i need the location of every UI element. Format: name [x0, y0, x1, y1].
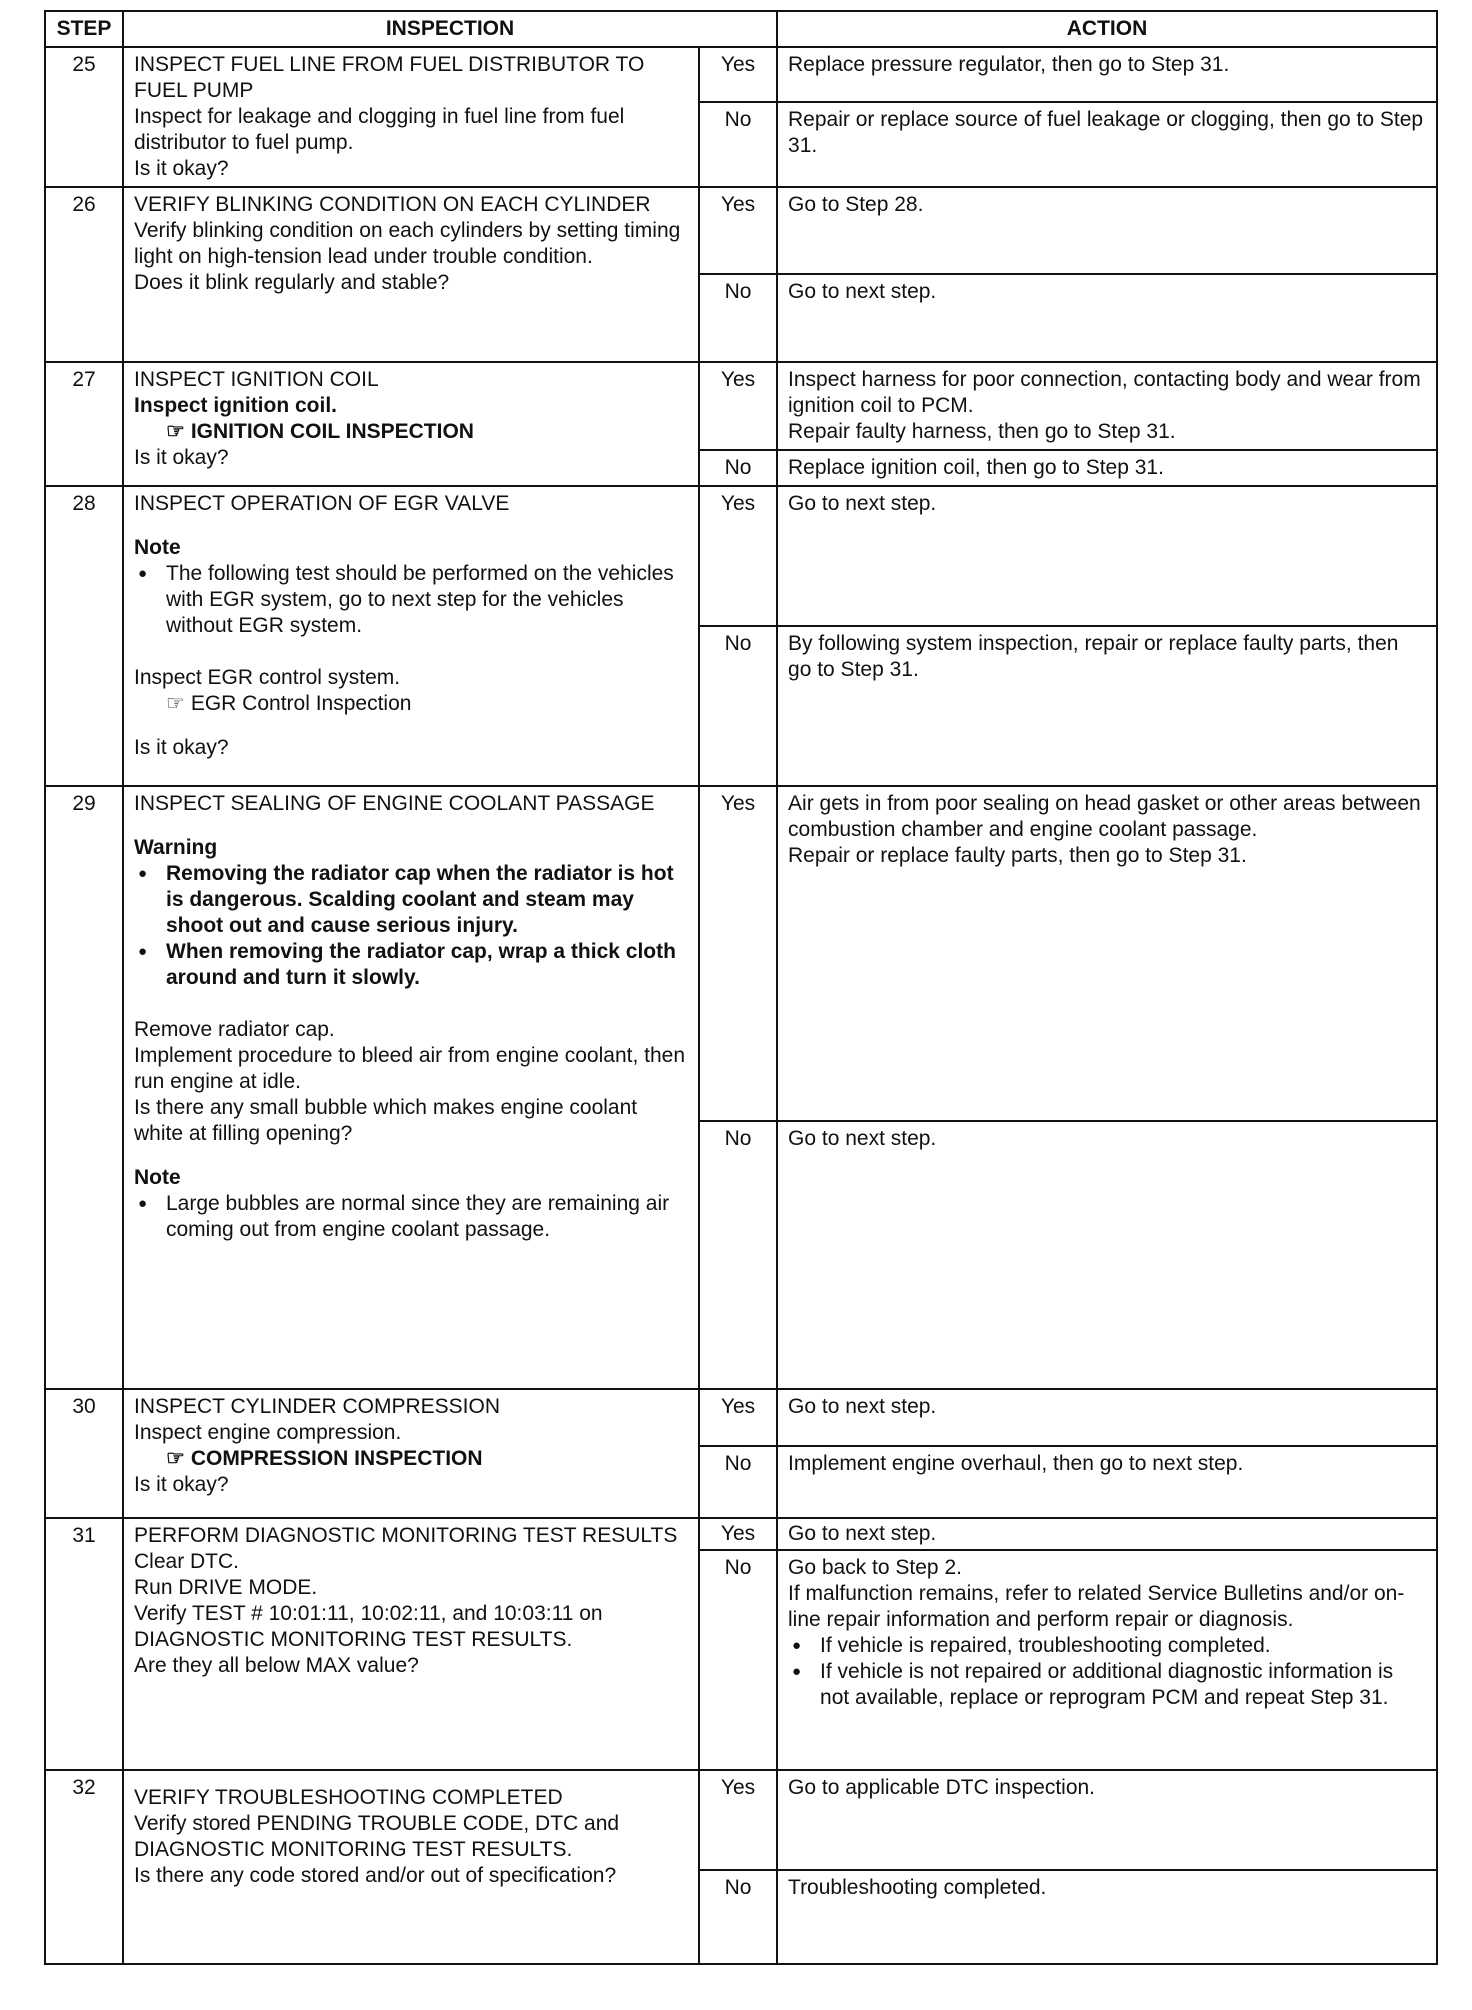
- yes-label: Yes: [699, 187, 777, 274]
- action-bullets: [788, 1633, 1426, 1711]
- inspection-question: Is there any small bubble which makes engine coolant white at filling opening?: [134, 1096, 638, 1145]
- step-30-no-action: Implement engine overhaul, then go to next step.: [777, 1446, 1437, 1518]
- header-inspection: INSPECTION: [123, 11, 777, 47]
- warning-item: ● When removing the radiator cap, wrap a thick cloth around and turn it slowly.: [166, 939, 688, 991]
- hand-pointer-icon: ☞: [166, 420, 185, 443]
- reference-label: IGNITION COIL INSPECTION: [190, 420, 474, 443]
- action-bullet: ● If vehicle is repaired, troubleshooting completed.: [820, 1633, 1426, 1659]
- step-30-yes-action: Go to next step.: [777, 1389, 1437, 1446]
- no-label: No: [699, 626, 777, 786]
- inspection-title: PERFORM DIAGNOSTIC MONITORING TEST RESULTS: [134, 1524, 678, 1547]
- action-text: Inspect harness for poor connection, contacting body and wear from ignition coil to PCM.: [788, 368, 1421, 417]
- inspection-text: Run DRIVE MODE.: [134, 1576, 318, 1599]
- reference-link[interactable]: [134, 419, 688, 445]
- reference-link[interactable]: [134, 1446, 688, 1472]
- step-32-inspection: [123, 1770, 699, 1964]
- step-30-inspection: [123, 1389, 699, 1518]
- hand-pointer-icon: ☞: [166, 692, 185, 715]
- inspection-text: Verify stored PENDING TROUBLE CODE, DTC and DIAGNOSTIC MONITORING TEST RESULTS.: [134, 1812, 620, 1861]
- step-28-no-action: By following system inspection, repair or replace faulty parts, then go to Step 31.: [777, 626, 1437, 786]
- note-item: ● Large bubbles are normal since they are remaining air coming out from engine coolant passage.: [166, 1191, 688, 1243]
- step-26-yes-row: [45, 187, 1437, 274]
- no-label: No: [699, 1550, 777, 1770]
- inspection-title: INSPECT FUEL LINE FROM FUEL DISTRIBUTOR TO FUEL PUMP: [134, 53, 645, 102]
- yes-label: Yes: [699, 1389, 777, 1446]
- action-bullet: ● If vehicle is not repaired or additional diagnostic information is not available, replace or reprogram PCM and repeat Step 31.: [820, 1659, 1426, 1711]
- step-27-yes-row: [45, 362, 1437, 450]
- action-text: If malfunction remains, refer to related Service Bulletins and/or on-line repair information and perform repair or diagnosis.: [788, 1582, 1405, 1631]
- step-28-yes-row: [45, 486, 1437, 626]
- note-label: Note: [134, 1166, 181, 1189]
- step-25-yes-action: Replace pressure regulator, then go to Step 31.: [777, 47, 1437, 102]
- warning-list: [134, 861, 688, 991]
- step-31-yes-row: [45, 1518, 1437, 1550]
- step-32-no-action: Troubleshooting completed.: [777, 1870, 1437, 1964]
- inspection-question: Is it okay?: [134, 446, 229, 469]
- step-29-no-action: Go to next step.: [777, 1121, 1437, 1389]
- action-text: Repair faulty harness, then go to Step 31.: [788, 420, 1176, 443]
- inspection-question: Is it okay?: [134, 157, 229, 180]
- inspection-text: Verify TEST # 10:01:11, 10:02:11, and 10:03:11 on DIAGNOSTIC MONITORING TEST RESULTS.: [134, 1602, 603, 1651]
- inspection-question: Is it okay?: [134, 736, 229, 759]
- step-29-yes-action: [777, 786, 1437, 1121]
- step-number: 28: [45, 486, 123, 786]
- no-label: No: [699, 450, 777, 486]
- inspection-text: Inspect for leakage and clogging in fuel line from fuel distributor to fuel pump.: [134, 105, 625, 154]
- yes-label: Yes: [699, 1518, 777, 1550]
- inspection-question: Is it okay?: [134, 1473, 229, 1496]
- step-number: 29: [45, 786, 123, 1389]
- step-32-yes-action: Go to applicable DTC inspection.: [777, 1770, 1437, 1870]
- note-label: Note: [134, 536, 181, 559]
- header-action: ACTION: [777, 11, 1437, 47]
- no-label: No: [699, 1446, 777, 1518]
- diagnostic-table: [44, 10, 1438, 1965]
- step-number: 26: [45, 187, 123, 362]
- no-label: No: [699, 1121, 777, 1389]
- step-27-no-action: Replace ignition coil, then go to Step 31.: [777, 450, 1437, 486]
- inspection-text: Remove radiator cap.: [134, 1018, 335, 1041]
- warning-label: Warning: [134, 836, 218, 859]
- inspection-text: Implement procedure to bleed air from engine coolant, then run engine at idle.: [134, 1044, 685, 1093]
- inspection-text: Inspect ignition coil.: [134, 394, 338, 417]
- step-30-yes-row: [45, 1389, 1437, 1446]
- step-25-no-action: Repair or replace source of fuel leakage or clogging, then go to Step 31.: [777, 102, 1437, 187]
- yes-label: Yes: [699, 786, 777, 1121]
- step-29-inspection: [123, 786, 699, 1389]
- yes-label: Yes: [699, 486, 777, 626]
- header-row: [45, 11, 1437, 47]
- step-28-inspection: [123, 486, 699, 786]
- step-25-inspection: [123, 47, 699, 187]
- note-list: [134, 561, 688, 639]
- step-31-yes-action: Go to next step.: [777, 1518, 1437, 1550]
- inspection-title: INSPECT SEALING OF ENGINE COOLANT PASSAGE: [134, 792, 655, 815]
- no-label: No: [699, 1870, 777, 1964]
- yes-label: Yes: [699, 362, 777, 450]
- yes-label: Yes: [699, 47, 777, 102]
- step-number: 25: [45, 47, 123, 187]
- inspection-question: Is there any code stored and/or out of specification?: [134, 1864, 617, 1887]
- header-step: STEP: [45, 11, 123, 47]
- step-28-yes-action: Go to next step.: [777, 486, 1437, 626]
- note-item: ● The following test should be performed on the vehicles with EGR system, go to next step for the vehicles without EGR system.: [166, 561, 688, 639]
- inspection-title: VERIFY TROUBLESHOOTING COMPLETED: [134, 1786, 563, 1809]
- no-label: No: [699, 274, 777, 362]
- no-label: No: [699, 102, 777, 187]
- inspection-title: VERIFY BLINKING CONDITION ON EACH CYLINDER: [134, 193, 651, 216]
- warning-item: ● Removing the radiator cap when the radiator is hot is dangerous. Scalding coolant and steam may shoot out and cause serious injury.: [166, 861, 688, 939]
- inspection-question: Are they all below MAX value?: [134, 1654, 419, 1677]
- inspection-text: Verify blinking condition on each cylinders by setting timing light on high-tension lead under trouble condition.: [134, 219, 681, 268]
- reference-link[interactable]: [134, 691, 688, 717]
- step-26-yes-action: Go to Step 28.: [777, 187, 1437, 274]
- step-number: 27: [45, 362, 123, 486]
- step-27-inspection: [123, 362, 699, 486]
- step-number: 31: [45, 1518, 123, 1770]
- step-29-yes-row: [45, 786, 1437, 1121]
- note-list: [134, 1191, 688, 1243]
- step-31-inspection: [123, 1518, 699, 1770]
- step-26-inspection: [123, 187, 699, 362]
- action-text: Go back to Step 2.: [788, 1556, 962, 1579]
- inspection-text: Clear DTC.: [134, 1550, 240, 1573]
- step-number: 32: [45, 1770, 123, 1964]
- step-26-no-action: Go to next step.: [777, 274, 1437, 362]
- inspection-title: INSPECT OPERATION OF EGR VALVE: [134, 492, 510, 515]
- hand-pointer-icon: ☞: [166, 1447, 185, 1470]
- yes-label: Yes: [699, 1770, 777, 1870]
- reference-label: COMPRESSION INSPECTION: [190, 1447, 483, 1470]
- step-number: 30: [45, 1389, 123, 1518]
- step-25-yes-row: [45, 47, 1437, 102]
- step-27-yes-action: [777, 362, 1437, 450]
- action-text: Repair or replace faulty parts, then go to Step 31.: [788, 844, 1247, 867]
- inspection-text: Inspect engine compression.: [134, 1421, 402, 1444]
- step-32-yes-row: [45, 1770, 1437, 1870]
- inspection-text: Inspect EGR control system.: [134, 666, 401, 689]
- inspection-question: Does it blink regularly and stable?: [134, 271, 450, 294]
- inspection-title: INSPECT IGNITION COIL: [134, 368, 379, 391]
- action-text: Air gets in from poor sealing on head gasket or other areas between combustion chamber and engine coolant passage.: [788, 792, 1421, 841]
- inspection-title: INSPECT CYLINDER COMPRESSION: [134, 1395, 501, 1418]
- reference-label: EGR Control Inspection: [190, 692, 412, 715]
- step-31-no-action: [777, 1550, 1437, 1770]
